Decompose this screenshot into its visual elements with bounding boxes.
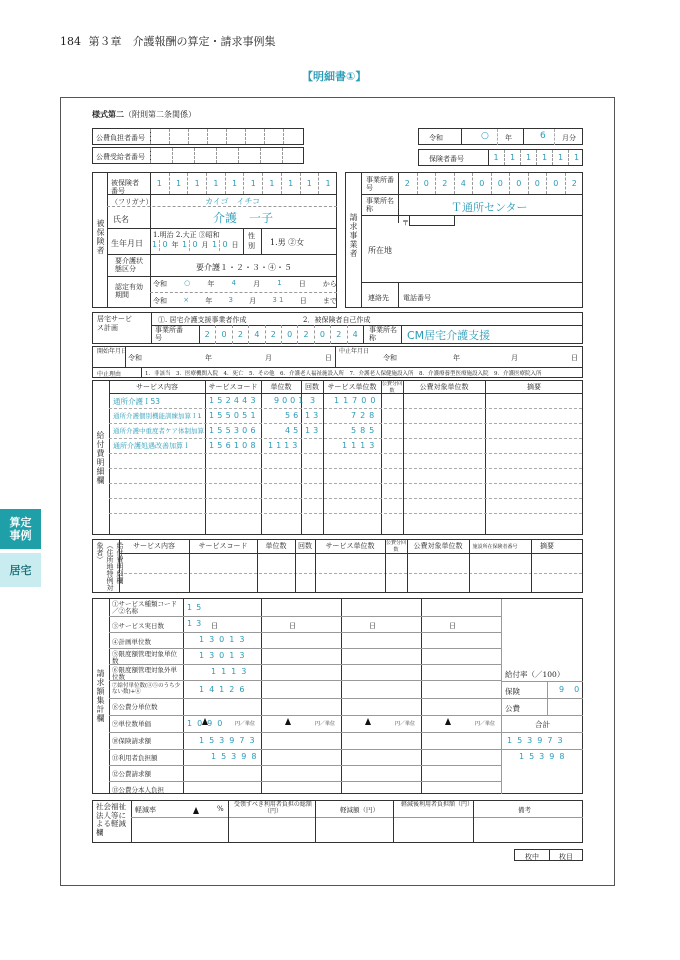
insurer-number-box[interactable]: 保険者番号 1 1 1 1 1 1 [418,149,583,166]
triangle-mark [193,807,199,814]
care-plan-block: 居宅サービス計画 ①. 居宅介護支援事業者作成 2．被保険者自己作成 事業所番号 2 0 2 4 2 0 2 0 2 4 事業所名称 CM居宅介護支援 [92,312,583,344]
side-tab-santei[interactable]: 算定 事例 [0,509,41,549]
insured-person-block: 被保険者 被保険者番号 1 1 1 1 1 1 1 1 1 1 （フリガナ） カイゴ イチコ 氏名 介護 一子 生年月日 1.明治 2.大正 ③昭和 1 0 年 1 0 月 1 0 日 性別 1.男 ②女 要介護状態区分 要介護１・２・３・④・５ 認定有効期間 令和 ○ 年 4 月 1 日 から 令和 × 年 3 月 3 1 日 まで [92,172,337,308]
kouhi-jukyu-box[interactable]: 公費受給者番号 [92,147,304,164]
form-name: 様式第二（附則第二条関係） [92,109,196,119]
sheet-count: 枚中 枚目 [514,849,583,861]
detail-row: 通所介護中重度者ケア体制加算 155306 45 13 585 [113,426,379,435]
special-address-block: 給付費明細欄（住所地特例対象者） サービス内容 サービスコード 単位数 回数 サービス単位数 公費分回数 公費対象単位数 施設所在保険者番号 摘要 [92,539,583,593]
office-block: 請求事業者 事業所番号 2 0 2 4 0 0 0 0 0 2 事業所名称 Ｔ通所センター 〒 所在地 連絡先 電話番号 [345,172,583,308]
triangle-mark [285,718,291,725]
claim-summary-block: 請求額集計欄 ①サービス種類コード／②名称 ③サービス実日数 ④計画単位数 ⑤限度額管理対象単位数 ⑥限度額管理対象外単位数 ⑦給付単位数(④⑤のうち少ない数)+⑥ ⑧公費分単位数 ⑨単位数単価 ⑩保険請求額 ⑪利用者負担額 ⑫公費請求額 ⑬公費分本人負担 15 13 13013 13013 1113 14126 1090 153973 15398 日 日 日 日 円／単位 円／単位 円／単位 円／単位 給付率（／100） 保険 90 公費 合計 153973 15398 [92,598,583,794]
chapter-title: 第３章 介護報酬の算定・請求事例集 [88,35,276,48]
figure-title: 【明細書①】 [302,70,367,83]
triangle-mark [202,718,208,725]
benefit-detail-block: 給付費明細欄 サービス内容 サービスコード 単位数 回数 サービス単位数 公費分回数 公費対象単位数 摘要 通所介護Ｉ53 152443 9001 3 11700 通所介護個別機能訓練加算Ｉ1 155051 56 13 728 通所介護中重度者ケア体制加算 155306 45 13 585 通所介護処遇改善加算Ｉ 156108 1113 1113 [92,380,583,535]
page-number: 184 [60,35,81,48]
detail-row: 通所介護処遇改善加算Ｉ 156108 1113 1113 [113,441,379,450]
claim-values: 15 13 13013 13013 1113 14126 1090 153973 15398 [187,603,262,761]
start-stop-block: 開始年月日 令和 年 月 日 中止年月日 令和 年 月 日 中止理由 1．非該当 3．医療機関入院 4．死亡 5．その他 6．介護老人福祉施設入所 7．介護老人保健施設入所 8．介護療養型医療施設入院 9．介護医療院入所 [92,346,583,378]
detail-row: 通所介護個別機能訓練加算Ｉ1 155051 56 13 728 [113,411,379,420]
triangle-mark [445,718,451,725]
detail-row: 通所介護Ｉ53 152443 9001 3 11700 [113,396,380,406]
triangle-mark [365,718,371,725]
reduction-block: 社会福祉法人等による軽減欄 軽減率 % 受領すべき利用者負担の総額（円） 軽減額（円） 軽減後利用者負担額（円） 備考 [92,800,583,843]
kouhi-futan-box[interactable]: 公費負担者番号 [92,128,304,145]
page-header [60,33,276,49]
side-tab-kyotaku[interactable]: 居宅 [0,553,41,587]
claim-month-box[interactable]: 令和 ○ 年 6 月分 [418,128,583,145]
